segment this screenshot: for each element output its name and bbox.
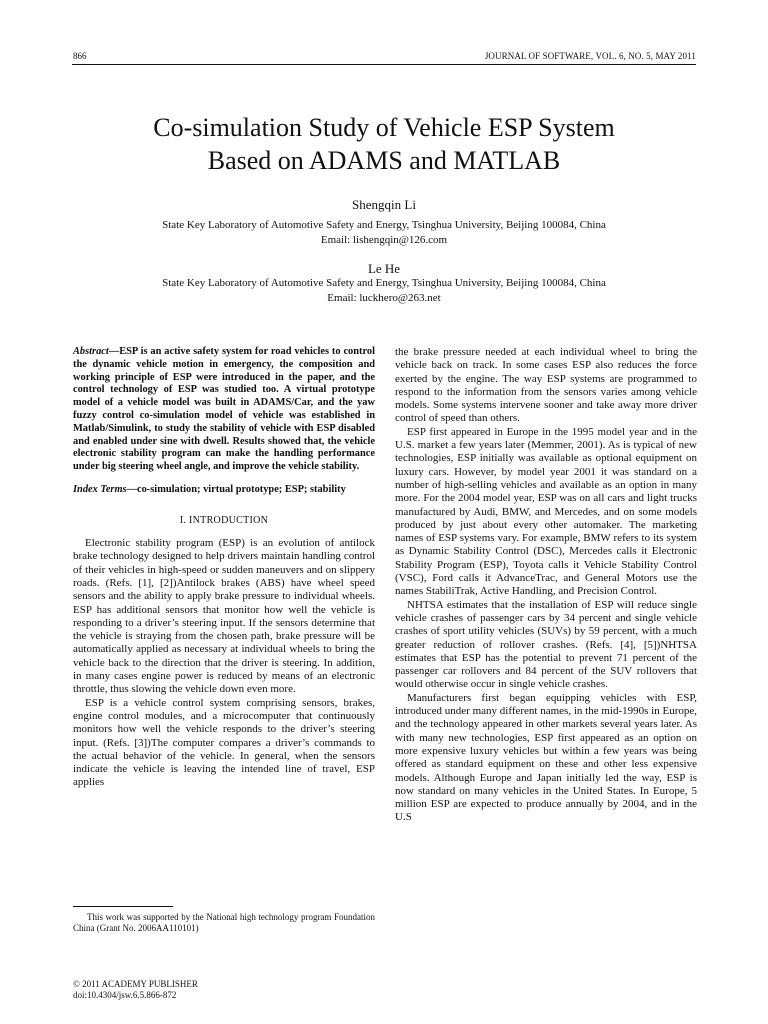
author-email: Email: lishengqin@126.com: [320, 234, 448, 246]
footnote: This work was supported by the National high technology program Foundation China (Grant No. 2006AA110101): [73, 912, 375, 933]
section-title: INTRODUCTION: [189, 514, 269, 526]
index-terms-text: co-simulation; virtual prototype; ESP; stability: [137, 483, 346, 495]
abstract-text: ESP is an active safety system for road vehicles to control the dynamic vehicle motion in emergency, the composition and working principle of ESP were introduced in the paper, and the control technology of ESP was studied too. A virtual prototype model of a vehicle model was built in ADAMS/Car, and the yaw fuzzy control co-simulation model of vehicle was established in Matlab/Simulink, to study the stability of vehicle with ESP disabled and enabled under sine with dwell. Results showed that, the vehicle electronic stability program can make the handling performance under big steering wheel angle, and improve the vehicle stability.: [73, 346, 375, 473]
author-name: Shengqin Li: [352, 197, 416, 212]
copyright: © 2011 ACADEMY PUBLISHER: [73, 979, 198, 989]
left-column: [73, 346, 375, 790]
title-line-2: Based on ADAMS and MATLAB: [207, 146, 561, 175]
body-paragraph: the brake pressure needed at each individual wheel to bring the vehicle back on track. In some cases ESP also reduces the force exerted by the engine. The way ESP systems are programmed to respond to the information from the sensors varies among vehicle models. Some systems intervene sooner and take away more driver control of speed than others.: [395, 346, 697, 425]
header-rule: [72, 64, 696, 65]
doi: doi:10.4304/jsw.6.5.866-872: [73, 990, 177, 1000]
right-column: [395, 346, 697, 825]
body-paragraph: NHTSA estimates that the installation of ESP will reduce single vehicle crashes of passenger cars by 34 percent and single vehicle crashes of sport utility vehicles (SUVs) by 59 percent, with a much greater reduction of rollover crashes. (Refs. [4], [5])NHTSA estimates that ESP has the potential to prevent 71 percent of the passenger car rollovers and 84 percent of the SUV rollovers that would otherwise occur in single vehicle crashes.: [395, 598, 697, 691]
abstract-label: Abstract: [73, 346, 109, 357]
section-heading: [73, 514, 375, 527]
body-paragraph: Electronic stability program (ESP) is an evolution of antilock brake technology designed to help drivers maintain handling control of their vehicles in high-speed or sudden maneuvers and on slippery roads. (Refs. [1], [2])Antilock brakes (ABS) have wheel speed sensors and the ability to apply brake pressure to individual wheels. ESP has additional sensors that monitor how well the vehicle is responding to a driver’s steering input. If the sensors determine that the vehicle is straying from the chosen path, brake pressure will be automatically applied as necessary at individual wheels to bring the vehicle back to the direction that the driver is steering. In addition, in many cases engine power is reduced by means of an electronic throttle, thus slowing the vehicle down even more.: [73, 537, 375, 696]
index-terms: [73, 484, 375, 497]
author-affiliation: State Key Laboratory of Automotive Safety and Energy, Tsinghua University, Beijing 100084, China: [162, 277, 606, 289]
title-line-1: Co-simulation Study of Vehicle ESP System: [153, 113, 615, 142]
journal-header: JOURNAL OF SOFTWARE, VOL. 6, NO. 5, MAY 2011: [484, 51, 696, 61]
abstract-dash: —: [108, 346, 120, 357]
body-paragraph: Manufacturers first began equipping vehicles with ESP, introduced under many different names, in the mid-1990s in Europe, and the technology appeared in other markets several years later. As with many new technologies, ESP first appeared as an option on more expensive luxury vehicles but within a few years was being offered as standard equipment on these and other less expensive models. Although Europe and Japan initially led the way, ESP is now standard on many vehicles in the United States. In Europe, 5 million ESP are expected to produce annually by 2004, and in the U.S: [395, 691, 697, 824]
publisher-info: [73, 979, 198, 1001]
author-affiliation: State Key Laboratory of Automotive Safety and Energy, Tsinghua University, Beijing 100084, China: [162, 219, 606, 231]
body-paragraph: ESP is a vehicle control system comprising sensors, brakes, engine control modules, and a microcomputer that continuously monitors how well the vehicle responds to the driver’s steering input. (Refs. [3])The computer compares a driver’s commands to the actual behavior of the vehicle. In general, when the sensors indicate the vehicle is leaving the intended line of travel, ESP applies: [73, 696, 375, 789]
footnote-rule: [73, 906, 173, 907]
abstract: [73, 346, 375, 474]
author-name: Le He: [367, 261, 401, 276]
index-terms-label: Index Terms: [73, 483, 127, 495]
paper-title: [72, 111, 696, 177]
section-number: I.: [179, 514, 190, 526]
page-number: 866: [73, 51, 87, 61]
body-paragraph: ESP first appeared in Europe in the 1995 model year and in the U.S. market a few years later (Memmer, 2001). As is typical of new technologies, ESP initially was available as optional equipment on luxury cars. However, by model year 2001 it was standard on a number of high-selling vehicles and available as an option in many more. For the 2004 model year, ESP was on all cars and light trucks manufactured by Audi, BMW, and Mercedes, and on some models produced by just about every other automaker. The marketing names of ESP systems vary. For example, BMW refers to its system as Dynamic Stability Control (DSC), Mercedes calls it Electronic Stability Program (ESP), Toyota calls it Vehicle Stability Control (VSC), Ford calls it AdvanceTrac, and General Motors use the names StabiliTrak, Active Handling, and Precision Control.: [395, 425, 697, 598]
index-terms-dash: —: [126, 483, 137, 495]
author-email: Email: luckhero@263.net: [327, 292, 441, 304]
